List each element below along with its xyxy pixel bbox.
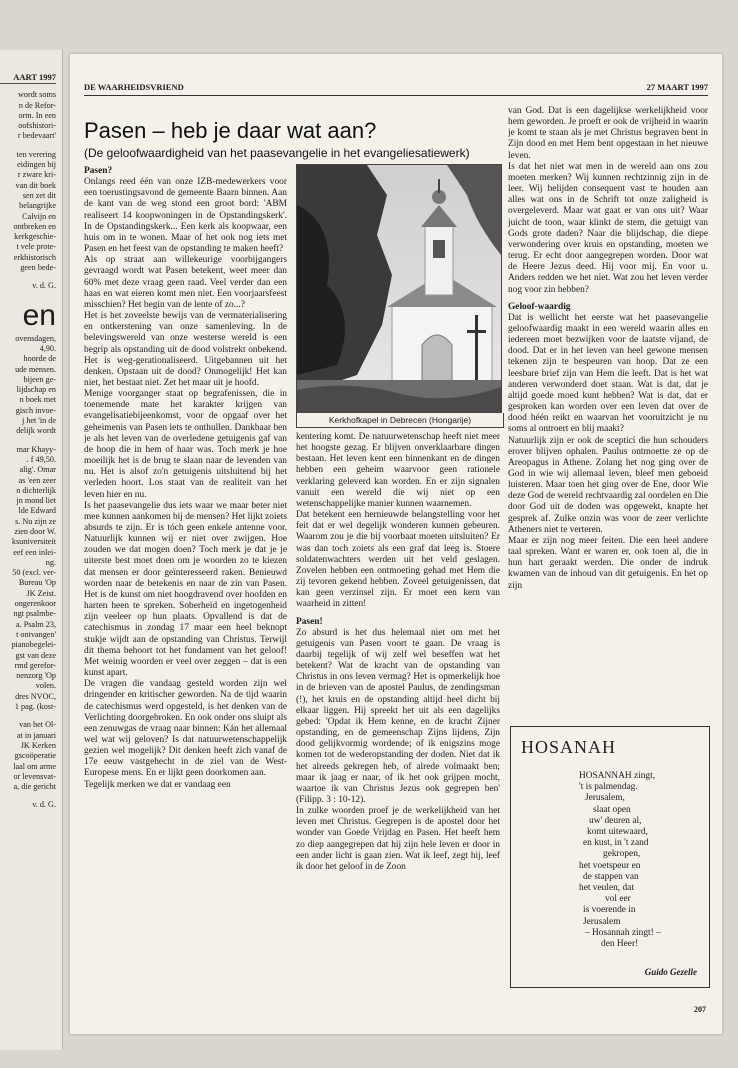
poem-line: Jerusalem, xyxy=(585,793,625,804)
article-subheadline: (De geloofwaardigheid van het paasevangelie in het evangeliesatiewerk) xyxy=(84,146,470,160)
poem-line: gekropen, xyxy=(603,849,641,860)
paragraph: Als op straat aan willekeurige voorbijgangers gevraagd wordt wat Pasen betekent, weet meer dan 60% met deze vraag geen raad. Veel verder dan een haas en wat eieren komt men niet. Een voorjaarsfeest misschien? Het begin van de lente of zo...? xyxy=(84,255,287,310)
publication-name: DE WAARHEIDSVRIEND xyxy=(84,82,184,92)
poem-line: HOSANNAH zingt, xyxy=(579,771,656,781)
paragraph: Maar er zijn nog meer feiten. Die een heel andere taal spreken. Want er waren er, ook toen al, die in hun hart geraakt werden. Die onder de indruk kwamen van de inhoud van dit getuigenis. En het op zijn xyxy=(508,535,708,591)
running-head xyxy=(84,82,708,96)
previous-page-big-title: en xyxy=(22,298,56,332)
paragraph: Zo absurd is het dus helemaal niet om met het getuigenis van Pasen voort te gaan. De vraag is daarbij tegelijk of wij zelf wel beseffen wat het betekent? Wat de kracht van de opstanding van Christus in ons leven vermag? Het is opmerkelijk hoe in de brieven van de apostel Paulus, de zendingsman (!), het kruis en de opstanding altijd heel dicht bij elkaar liggen. Hij spreekt het uit als een dagelijks gebed: 'Opdat ik Hem kenne, en de kracht Zijner opstanding, en de gemeenschap Zijns lijdens, Zijn dood gelijkvormig wordende; of ik enigszins moge komen tot de wederopstanding der doden. Niet dat ik het alreeds gekregen heb, of alrede volmaakt ben; maar ik jaag er naar, of ik het ook grijpen mocht, waartoe ik van Christus Jezus ook gegrepen ben' (Filipp. 3 : 10-12). xyxy=(296,627,500,805)
paragraph: Menige voorganger staat op begrafenissen, die in toenemende mate het karakter krijgen van evangelisatiebijeenkomst, voor de opgaaf over het geheimenis van Pasen iets te onthullen. Dankbaar ben je als het leven van de overledene getuigenis gaf van de hoop die in hem of haar was. Toch merk je hoe moeilijk het is de brug te slaan naar de levenden van nu. Het is alsof zo'n getuigenis uitsluitend bij het verleden hoort. Los staat van de realiteit van het leven hier en nu. xyxy=(84,389,287,500)
paragraph: Is het paasevangelie dus iets waar we maar beter niet mee kunnen aankomen bij de mensen? Het lijkt zoiets absurds te zijn. Er is tóch geen enkele antenne voor. Natuurlijk kunnen wij er niet over zwijgen. Hoe zouden we dat mogen doen? Toch merk je dat je je uiterste best moet doen om je woorden zo te kiezen dat mensen er door geïnteresseerd raken. Benieuwd worden naar de betekenis en naar de zin van Pasen. Het is de kunst om niet hoogdravend over hoofden en harten heen te spreken. Soberheid en ingetogenheid zijn veeleer op hun plaats. Opvallend is dat de catechismus in zondag 17 maar een heel beknopt stukje wijdt aan de opstanding van Christus. Terwijl dit thema behoort tot het fundament van het geloof! Met weinig woorden er veel over zeggen – dat is een kunst apart. xyxy=(84,500,287,679)
article-column-1 xyxy=(84,166,287,1016)
paragraph: Het is het zoveelste bewijs van de vermaterialisering en ontkerstening van onze samenleving. In de belevingswereld van onze westerse wereld is een begrip als opstanding uit de dood volstrekt onbekend. Het is weg-gerationaliseerd. Uitgebannen uit het denken. Opstaan uit de dood? Onmogelijk! Het kan niet, het bestaat niet. Zet het maar uit je hoofd. xyxy=(84,311,287,388)
paragraph: van God. Dat is een dagelijkse werkelijkheid voor hem geworden. Je proeft er ook de vrijheid in waarin je komt te staan als je met Christus begraven bent in Zijn dood en met Hem bent opgestaan in het nieuwe leven. xyxy=(508,106,708,161)
article-column-3 xyxy=(508,106,708,726)
poem-line: het voetspeur en xyxy=(579,860,641,871)
paragraph: Natuurlijk zijn er ook de scepticí die hun schouders erover blijven ophalen. Paulus ontmoette ze op de Areopagus in Athene. Zolang het nog ging over de God in wie wij allemaal leven, bleef men geboeid luisteren. Maar toen het ging over de Ene, door Wie deze God de wereld rechtvaardig zal oordelen en Die door God uit de doden was opgewekt, knapte het gesprek af. Zulke onzin was voor de zeer verlichte Atheners niet te verteren. xyxy=(508,435,708,535)
paragraph: Dat betekent een hernieuwde belangstelling voor het feit dat er wel degelijk wonderen kunnen gebeuren. Waarom zou je die bij voorbaat moeten uitsluiten? Er was dan toch zoiets als een graf dat leeg is. Stoere soldatenwachters werden uit het veld geslagen. Zovelen hebben een ontmoeting gehad met Hem die zij tevoren gekend hebben. Zoveel getuigenissen, dat kan geen verzinsel zijn. Er moet een kern van waarheid in zitten! xyxy=(296,510,500,610)
previous-page-para-2: ten verering eidingen bij r zware kri- van dit boek sen zet dit belangrijke Calvijn en ontbreken en kerkgeschie- t vele prote- erkhistorisch geen bede- xyxy=(13,149,56,273)
poem-line: komt uitewaard, xyxy=(587,827,648,838)
poem-line: – Hosannah zingt! – xyxy=(585,927,661,938)
paragraph: Is dat het niet wat men in de wereld aan ons zou moeten merken? Wij kunnen rechtzinnig zijn in de leer. Wij belijden consequent vast te houden aan alles wat ons in de Schrift tot onze zaligheid is overgeleverd. Maar wat gaat er van ons uit? Waar juicht de toon, waar klinkt de stem, die getuigt van Gods grote daden? Naar die blijdschap, die diepe verwondering over kruis en opstanding, moeten we terug. Er echt door aangegrepen worden. Door wat de Heere Jezus deed. Hij voor mij. En voor u. Anders redden we het niet. Wat zou het leven verder nog voor zin hebben? xyxy=(508,161,708,295)
poem-lines xyxy=(579,771,661,950)
paragraph: Tegelijk merken we dat er vandaag een xyxy=(84,779,231,790)
paragraph: kentering komt. De natuurwetenschap heeft niet meer het hoogste gezag. Er blijven onverklaarbare dingen bestaan. Het leven kent een binnenkant en de dingen hebben een geheim waarvoor geen rationele verklaring geleverd kan worden. En er zijn signalen vanuit een wereld die wij niet op een wetenschappelijke manier kunnen waarnemen. xyxy=(296,432,500,509)
previous-page-para-4: mar Khayy- . f 49,50. alig'. Omar as 'een zeer n dichterlijk jn mond liet lde Edward s. Nu zijn ze zien door W. ksuniversiteit eef een inlei- ng. 50 (excl. ver- Bureau 'Op JK Zeist. ongerenkoor ngt psalmbe- a. Psalm 23, t ontvangen' pianobegelei- gst van deze rmd gerefor- nenzorg 'Op volen. dres NVOC, 1 pag. (kost- xyxy=(11,444,56,712)
section-heading-geloof-waardig: Geloof-waardig xyxy=(508,301,571,312)
poem-line: de stappen van xyxy=(583,871,639,882)
paragraph: De vragen die vandaag gesteld worden zijn wel dringender en kritischer geworden. Na de tijd waarin de catechismus werd opgesteld, is het denken van de Verlichting doorgebroken. En ook onder ons sluipt als een zenuwgas de vraag naar binnen: Kán het allemaal wel wat wij geloven? Is dat natuurwetenschappelijk gezien wel mogelijk? Dit denken heeft zich vanaf de 17e eeuw vastgehecht in de ziel van de West-Europese mens. En er lijkt geen doorkomen aan. xyxy=(84,679,287,779)
issue-date: 27 MAART 1997 xyxy=(646,82,708,92)
poem-line: den Heer! xyxy=(601,939,639,950)
poem-line: en kust, in 't zand xyxy=(583,838,649,849)
poem-box xyxy=(510,726,710,988)
photo-caption: Kerkhofkapel in Debrecen (Hongarije) xyxy=(296,413,504,428)
previous-page-para-1: wordt soms n de Refor- orm. In een oofshistori- r bedevaart' xyxy=(17,90,56,141)
previous-page-para-3: ovensdagen, 4,90. hoorde de ude mensen. bijeen ge- lijdschap en n boek met gisch invoe- j het 'in de delijk wordt xyxy=(15,333,56,436)
previous-page-column xyxy=(0,72,56,819)
chapel-illustration xyxy=(297,165,501,413)
section-heading-pasen: Pasen? xyxy=(84,166,113,176)
section-heading-pasen-exclaim: Pasen! xyxy=(296,616,323,627)
paragraph: In zulke woorden proef je de werkelijkheid van het leven met Christus. Gegrepen is de apostel door het wonder van Goede Vrijdag en Pasen. Het heeft hem zo diep aangegrepen dat hij zijn hele leven er door in een ander licht is gaan zien. Wat ik leef, zegt hij, leef ik door het geloof in de Zoon xyxy=(296,806,500,872)
poem-line: het veulen, dat xyxy=(579,883,634,894)
poem-line: is voerende in xyxy=(583,905,636,916)
previous-page-header: AART 1997 xyxy=(0,72,56,84)
previous-page-para-5: van het Ol- at in januari JK Kerken gscoöperatie laal om arme or levensvat- a, die gericht xyxy=(13,720,56,792)
previous-page-signature-1: v. d. G. xyxy=(32,281,56,291)
poem-line: uw' deuren al, xyxy=(589,815,642,826)
paragraph: Dat is wellicht het eerste wat het paasevangelie geloofwaardig maakt in een wereld waarin alles en iedereen moet bezwijken voor de laatste vijand, de dood. Dat er in het leven van heel gewone mensen tekenen zijn te bespeuren van hoop. Dat ze een leesbare brief zijn van Hem die leeft. Dat is het wat anderen verwonderd doet staan. Wat is dat, dat je altijd goede moed kunt hebben? Wat is dat, dat er gesproken kan worden over een leven dat over de dood héén reikt en waarvan het vooruitzicht je nu soms al ontroert en blij maakt? xyxy=(508,312,708,435)
church-photo xyxy=(296,164,502,414)
poem-line: 't is palmendag. xyxy=(579,782,638,793)
article-headline: Pasen – heb je daar wat aan? xyxy=(84,118,377,143)
poem-line: slaat open xyxy=(593,804,631,815)
article-column-2 xyxy=(296,432,500,1016)
poem-title: HOSANAH xyxy=(521,737,617,757)
poem-author: Guido Gezelle xyxy=(644,967,697,977)
page-number: 207 xyxy=(694,1005,706,1014)
previous-page-edge xyxy=(0,50,63,1050)
paragraph: Onlangs reed één van onze IZB-medewerkers voor een toerustingsavond de gemeente Baarn binnen. Aan de kant van de weg stond een groot bord: 'ABM realiseert 14 koopwoningen in de Opstandingskerk'. In de Opstandingskerk... Een kerk als koopwaar, een huis om in te wonen. Maar of het ook nog iets met Pasen en het feest van de opstanding te maken heeft? xyxy=(84,177,287,255)
magazine-page xyxy=(70,54,722,1034)
poem-line: vol eer xyxy=(605,894,631,905)
previous-page-signature-2: v. d. G. xyxy=(32,800,56,810)
poem-line: Jerusalem xyxy=(583,916,621,927)
